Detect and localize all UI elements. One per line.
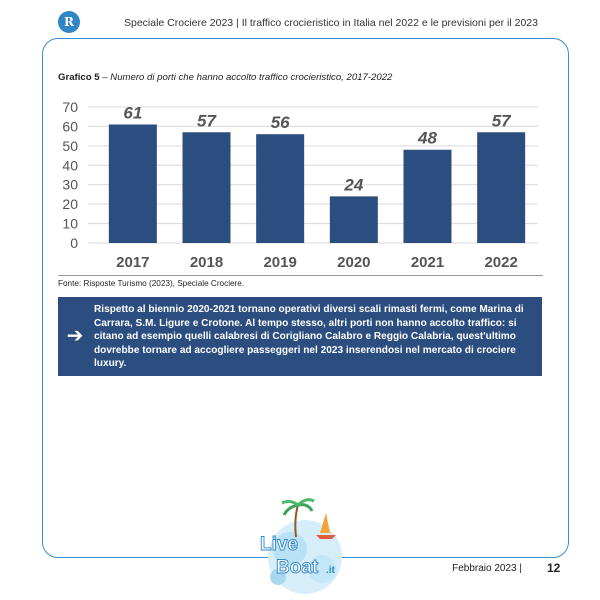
- header-title: Speciale Crociere 2023 | Il traffico crocieristico in Italia nel 2022 e le previsioni per il 2023: [123, 17, 538, 29]
- bar: [109, 124, 157, 243]
- logo-word-live: Live: [260, 534, 299, 555]
- y-tick-label: 30: [62, 176, 78, 193]
- x-tick-label: 2018: [189, 254, 224, 271]
- x-tick-label: 2020: [337, 254, 371, 271]
- data-label: 24: [344, 175, 364, 195]
- liveboat-logo: [250, 497, 360, 597]
- y-tick-label: 60: [62, 118, 78, 135]
- bar: [330, 196, 378, 243]
- x-tick-label: 2021: [410, 254, 445, 271]
- y-tick-label: 70: [62, 99, 78, 115]
- source-note: Fonte: Risposte Turismo (2023), Speciale Crociere.: [58, 279, 245, 288]
- bar-chart: [58, 95, 543, 275]
- y-tick-label: 40: [62, 157, 78, 174]
- callout-text: Rispetto al biennio 2020-2021 tornano operativi diversi scali rimasti fermi, come Marina di Carrara, S.M. Ligure e Crotone. Al tempo stesso, altri porti non hanno accolto traffico: si citano ad esempio quelli calabresi di Corigliano Calabro e Reggio Calabria, quest'ultimo dovrebbe tornare ad accogliere passeggeri nel 2023 inserendosi nel mercato di crociere luxury.: [94, 304, 524, 369]
- caption-separator: –: [99, 72, 111, 83]
- bar: [183, 132, 231, 243]
- header-logo-letter: R: [64, 15, 74, 29]
- footer-date: Febbraio 2023 |: [452, 563, 522, 574]
- x-tick-label: 2019: [263, 254, 297, 271]
- y-tick-label: 20: [62, 196, 78, 213]
- data-label: 56: [270, 113, 290, 133]
- chart-bottom-rule: [58, 275, 543, 276]
- x-tick-label: 2022: [484, 254, 518, 271]
- y-tick-label: 10: [62, 215, 78, 232]
- logo-word-boat: Boat: [276, 557, 319, 578]
- data-label: 57: [491, 111, 511, 131]
- bar: [404, 150, 452, 243]
- data-label: 48: [418, 128, 437, 148]
- page-number: 12: [547, 561, 561, 575]
- bar: [477, 132, 525, 243]
- callout-box: [58, 297, 542, 376]
- data-label: 61: [123, 103, 143, 123]
- arrow-right-icon: ➔: [66, 325, 84, 347]
- x-tick-label: 2017: [116, 254, 150, 271]
- y-tick-label: 0: [70, 235, 78, 251]
- y-tick-label: 50: [62, 137, 78, 154]
- caption-label: Grafico 5: [58, 72, 100, 83]
- data-label: 57: [197, 111, 216, 131]
- header-logo: [58, 11, 80, 33]
- caption-text: Numero di porti che hanno accolto traffico crocieristico, 2017-2022: [110, 72, 393, 83]
- logo-suffix: .it: [326, 565, 335, 576]
- bar: [256, 134, 304, 243]
- chart-caption: [58, 72, 392, 83]
